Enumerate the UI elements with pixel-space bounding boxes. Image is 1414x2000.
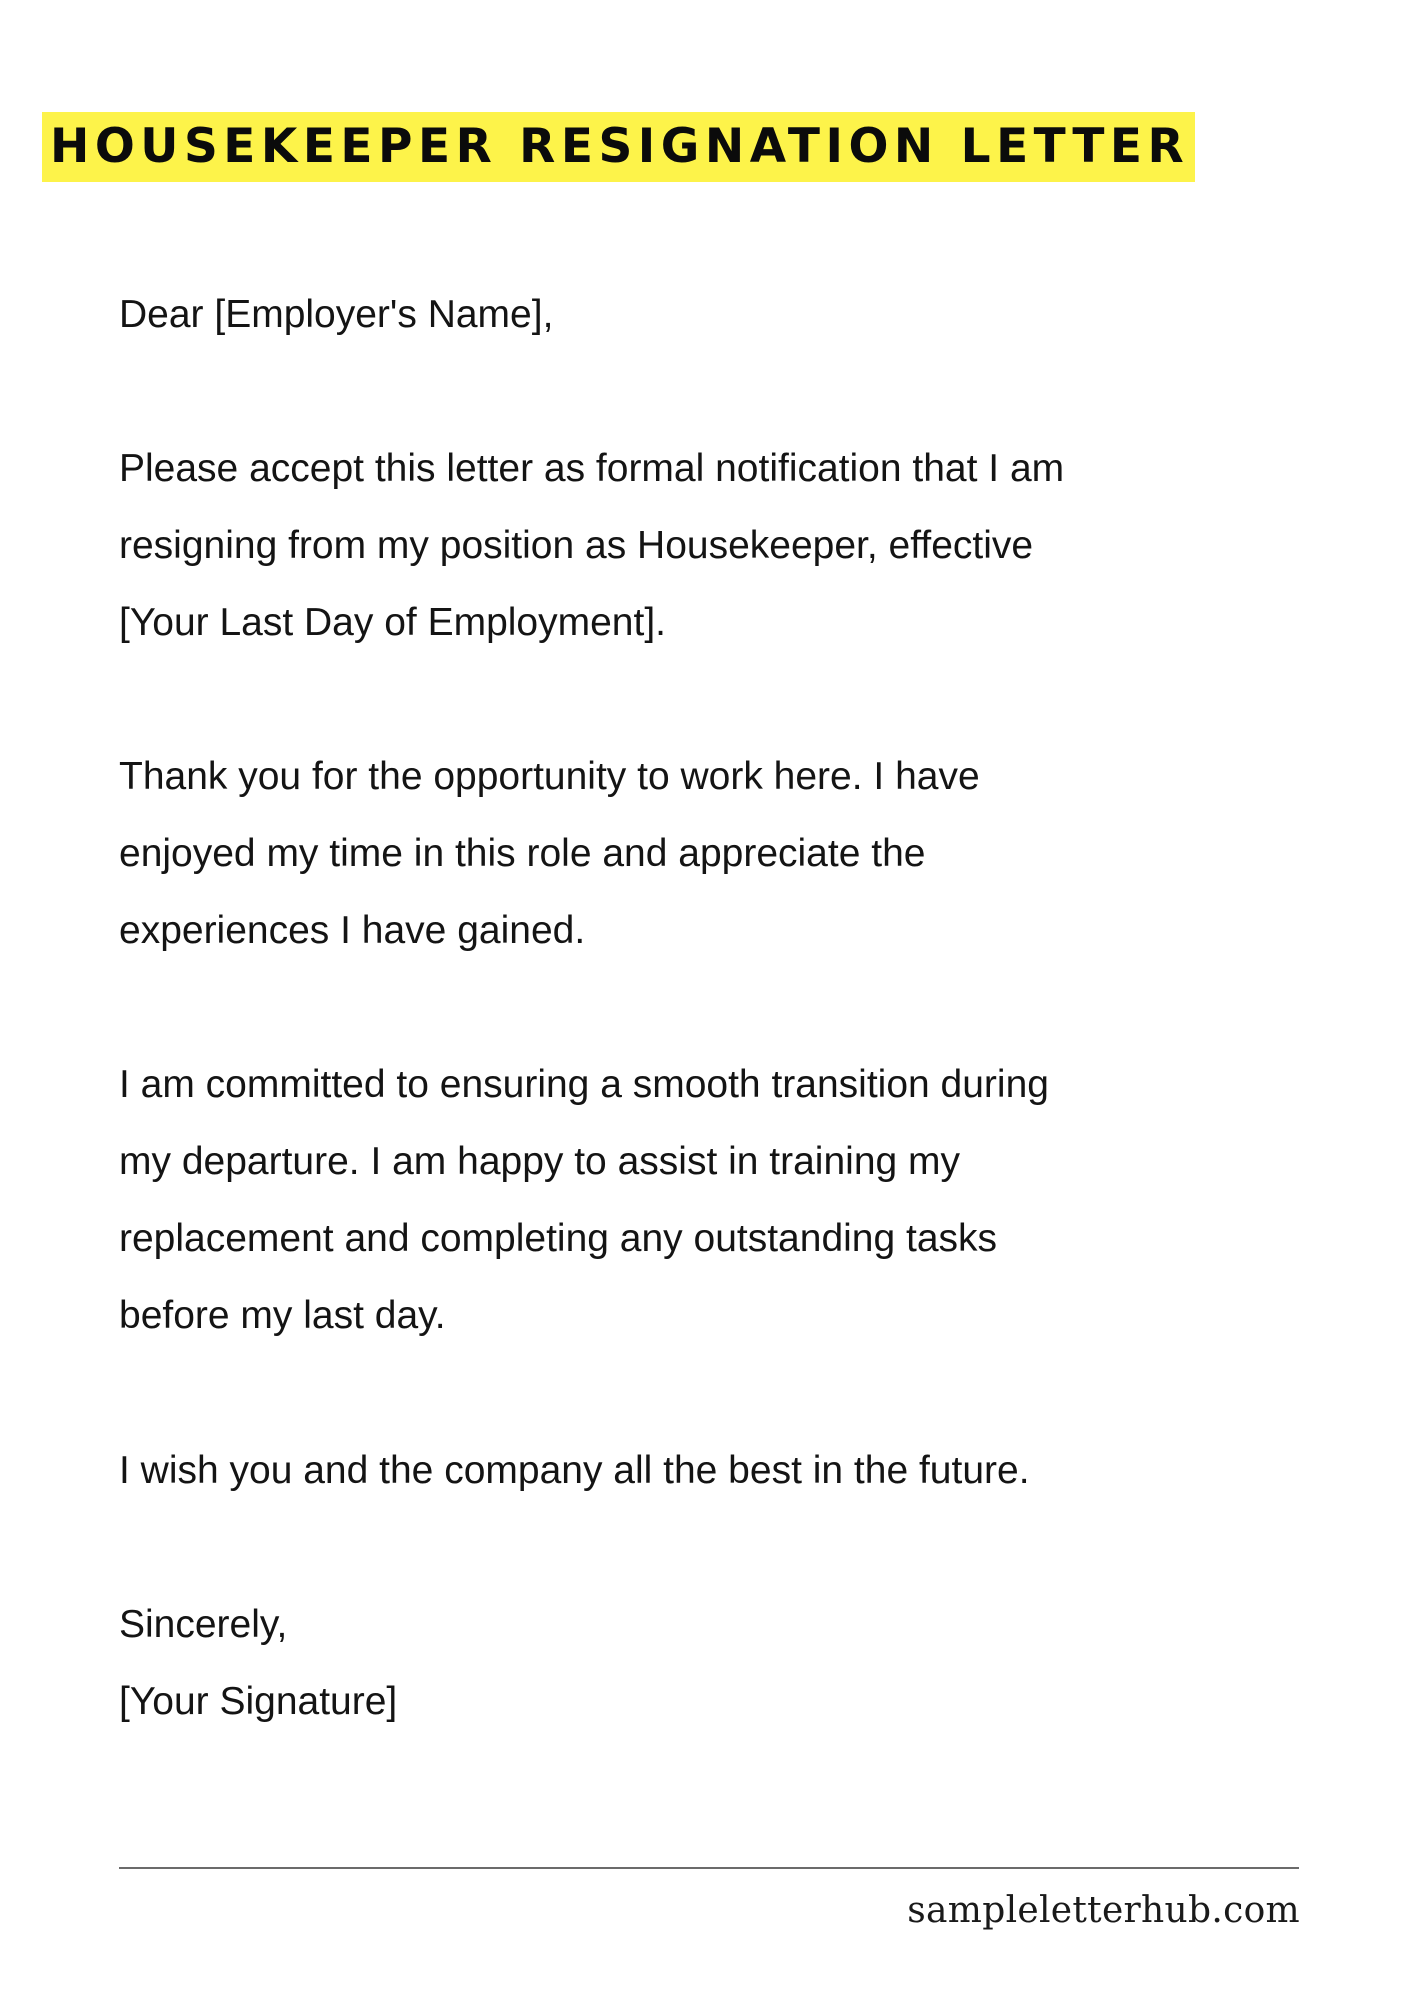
greeting: Dear [Employer's Name], bbox=[119, 293, 554, 336]
signature-placeholder: [Your Signature] bbox=[119, 1680, 398, 1723]
paragraph-transition: I am committed to ensuring a smooth transition during my departure. I am happy to assist in training my replacement and completing any outstanding tasks before my last day. bbox=[119, 1063, 1049, 1337]
letter-title: HOUSEKEEPER RESIGNATION LETTER bbox=[42, 112, 1195, 182]
closing: Sincerely, bbox=[119, 1603, 288, 1646]
paragraph-wishes: I wish you and the company all the best in the future. bbox=[119, 1449, 1030, 1492]
footer-divider bbox=[119, 1867, 1299, 1869]
paragraph-thanks: Thank you for the opportunity to work here. I have enjoyed my time in this role and appreciate the experiences I have gained. bbox=[119, 755, 980, 952]
footer-site-name: sampleletterhub.com bbox=[907, 1890, 1300, 1931]
paragraph-notification: Please accept this letter as formal notification that I am resigning from my position as Housekeeper, effective [Your Last Day of Employment]. bbox=[119, 447, 1065, 644]
